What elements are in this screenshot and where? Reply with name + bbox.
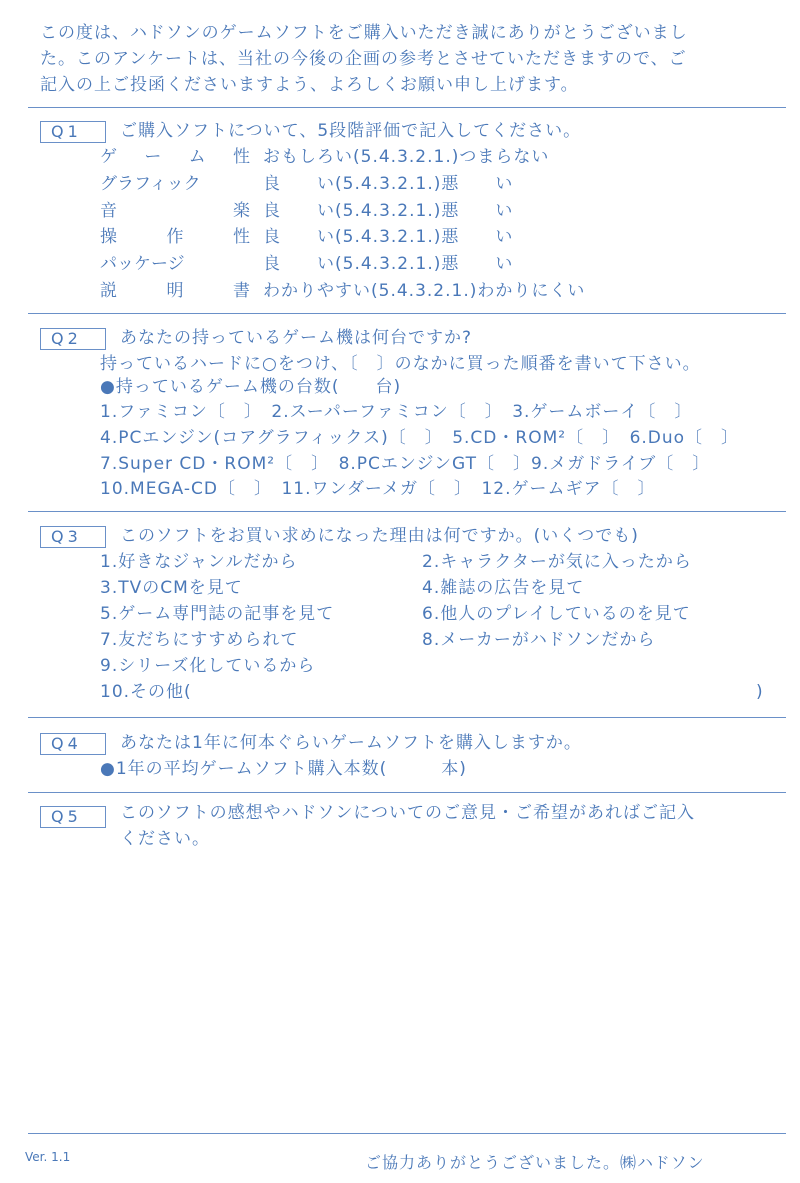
- q3-other-close: ): [756, 682, 763, 702]
- q2-instruction: 持っているハードに○をつけ、〔 〕のなかに買った順番を書いて下さい。: [100, 354, 701, 374]
- divider: [28, 717, 786, 718]
- q3-option-other[interactable]: 10.その他(: [100, 682, 192, 702]
- q5-question-line: ください。: [120, 829, 210, 849]
- intro-text: [40, 20, 780, 98]
- thanks-message: ご協力ありがとうございました。㈱ハドソン: [365, 1153, 705, 1172]
- q2-label: Q2: [40, 328, 106, 350]
- q1-rating-scale[interactable]: 良 い(5.4.3.2.1.)悪 い: [263, 254, 514, 274]
- q2-question: あなたの持っているゲーム機は何台ですか?: [120, 328, 473, 348]
- q1-category: ゲ ー ム 性: [100, 147, 250, 167]
- q3-option[interactable]: 5.ゲーム専門誌の記事を見て: [100, 604, 335, 624]
- divider: [28, 792, 786, 793]
- intro-line: 記入の上ご投函くださいますよう、よろしくお願い申し上げます。: [40, 75, 579, 95]
- divider: [28, 313, 786, 314]
- divider: [28, 511, 786, 512]
- q1-rating-scale[interactable]: わかりやすい(5.4.3.2.1.)わかりにくい: [263, 281, 586, 301]
- q4-label: Q4: [40, 733, 106, 755]
- q5-question-line: このソフトの感想やハドソンについてのご意見・ご希望があればご記入: [120, 803, 695, 823]
- q2-hardware-line[interactable]: 4.PCエンジン(コアグラフィックス)〔 〕 5.CD・ROM²〔 〕 6.Duo〔 〕: [100, 428, 740, 448]
- q1-label: Q1: [40, 121, 106, 143]
- q4-annual-purchases[interactable]: ●1年の平均ゲームソフト購入本数( 本): [100, 759, 467, 779]
- q4-question: あなたは1年に何本ぐらいゲームソフトを購入しますか。: [120, 733, 582, 753]
- q3-option[interactable]: 3.TVのCMを見て: [100, 578, 243, 598]
- q3-label: Q3: [40, 526, 106, 548]
- version-label: Ver. 1.1: [25, 1150, 71, 1164]
- q2-hardware-line[interactable]: 7.Super CD・ROM²〔 〕 8.PCエンジンGT〔 〕9.メガドライブ〔 〕: [100, 454, 711, 474]
- q3-question: このソフトをお買い求めになった理由は何ですか。(いくつでも): [120, 526, 639, 546]
- q3-option[interactable]: 2.キャラクターが気に入ったから: [422, 552, 692, 572]
- q3-option[interactable]: 6.他人のプレイしているのを見て: [422, 604, 691, 624]
- q3-option[interactable]: 1.好きなジャンルだから: [100, 552, 298, 572]
- q1-category: グラフィック: [100, 174, 201, 194]
- q5-question: [120, 800, 695, 852]
- q1-rating-scale[interactable]: おもしろい(5.4.3.2.1.)つまらない: [263, 147, 550, 167]
- q3-option[interactable]: 7.友だちにすすめられて: [100, 630, 299, 650]
- intro-line: た。このアンケートは、当社の今後の企画の参考とさせていただきますので、ご: [40, 49, 687, 69]
- q1-category: 操 作 性: [100, 227, 250, 247]
- q3-option[interactable]: 4.雑誌の広告を見て: [422, 578, 585, 598]
- q1-rating-scale[interactable]: 良 い(5.4.3.2.1.)悪 い: [263, 201, 514, 221]
- q3-option[interactable]: 8.メーカーがハドソンだから: [422, 630, 656, 650]
- divider: [28, 1133, 786, 1134]
- q2-hardware-line[interactable]: 10.MEGA-CD〔 〕 11.ワンダーメガ〔 〕 12.ゲームギア〔 〕: [100, 479, 656, 499]
- q1-category: 音 楽: [100, 201, 250, 221]
- intro-line: この度は、ハドソンのゲームソフトをご購入いただき誠にありがとうございまし: [40, 23, 688, 43]
- q1-category: 説 明 書: [100, 281, 250, 301]
- q1-category: パッケージ: [100, 254, 185, 274]
- divider: [28, 107, 786, 108]
- q1-rating-scale[interactable]: 良 い(5.4.3.2.1.)悪 い: [263, 227, 514, 247]
- q2-console-count[interactable]: ●持っているゲーム機の台数( 台): [100, 377, 402, 397]
- q5-label: Q5: [40, 806, 106, 828]
- q3-option[interactable]: 9.シリーズ化しているから: [100, 656, 316, 676]
- q2-hardware-line[interactable]: 1.ファミコン〔 〕 2.スーパーファミコン〔 〕 3.ゲームボーイ〔 〕: [100, 402, 693, 422]
- q1-question: ご購入ソフトについて、5段階評価で記入してください。: [120, 121, 582, 141]
- q1-rating-scale[interactable]: 良 い(5.4.3.2.1.)悪 い: [263, 174, 514, 194]
